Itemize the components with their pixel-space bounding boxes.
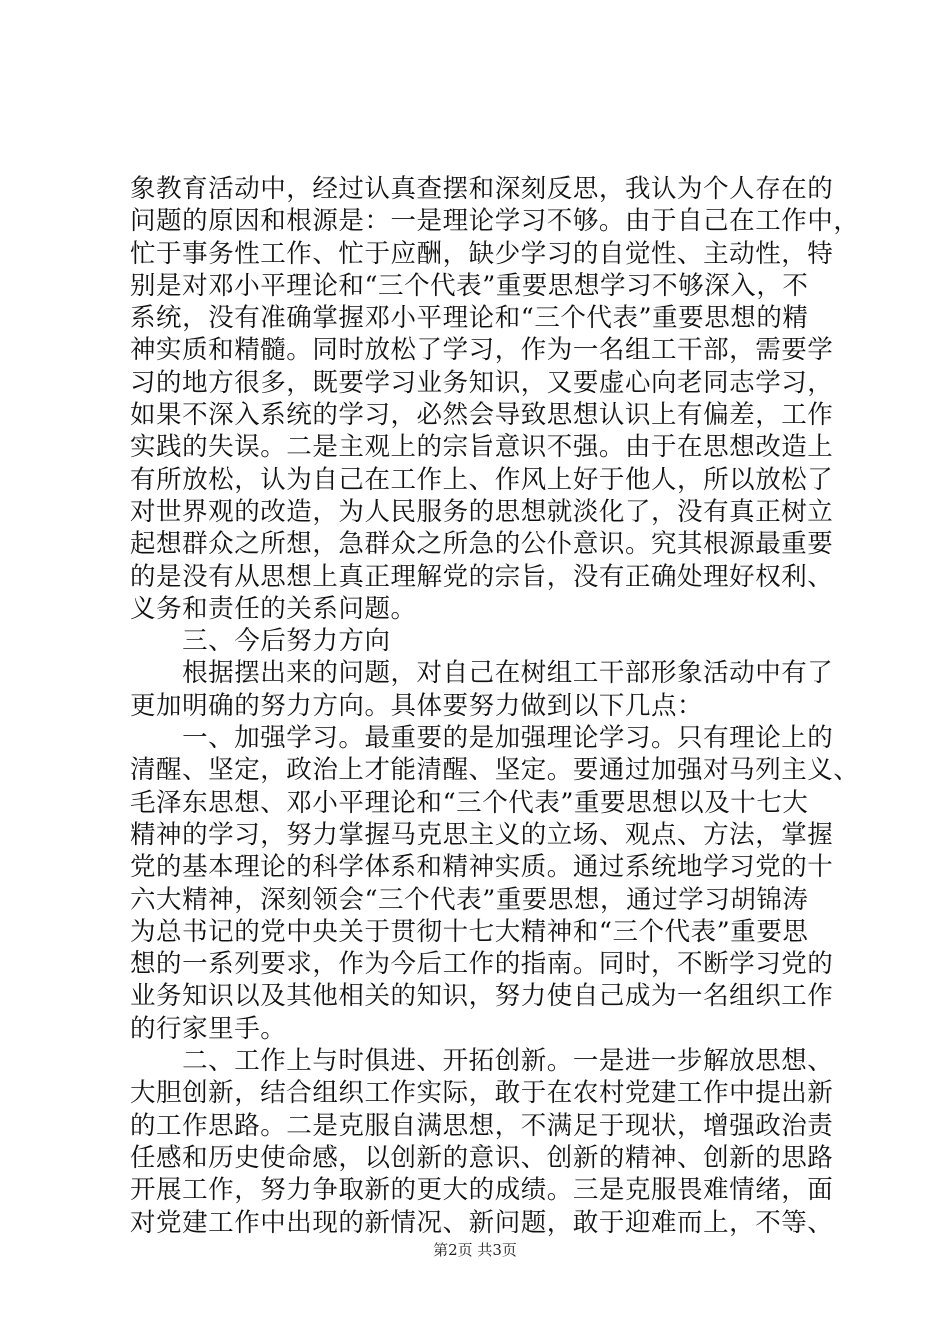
text-line: 问题的原因和根源是：一是理论学习不够。由于自己在工作中， <box>130 206 860 237</box>
text-line: 神实质和精髓。同时放松了学习，作为一名组工干部，需要学 <box>130 335 834 366</box>
text-line: 党的基本理论的科学体系和精神实质。通过系统地学习党的十 <box>130 852 834 883</box>
text-line: 系统，没有准确掌握邓小平理论和“三个代表”重要思想的精 <box>130 303 809 334</box>
text-line: 的是没有从思想上真正理解党的宗旨，没有正确处理好权利、 <box>130 561 834 592</box>
text-line: 义务和责任的关系问题。 <box>130 593 417 624</box>
text-line: 二、工作上与时俱进、开拓创新。一是进一步解放思想、 <box>130 1046 834 1077</box>
text-line: 的工作思路。二是克服自满思想，不满足于现状，增强政治责 <box>130 1110 834 1141</box>
text-line: 三、今后努力方向 <box>130 626 391 657</box>
document-body <box>130 173 860 1239</box>
text-line: 实践的失误。二是主观上的宗旨意识不强。由于在思想改造上 <box>130 432 834 463</box>
text-line: 的行家里手。 <box>130 1013 287 1044</box>
text-line: 毛泽东思想、邓小平理论和“三个代表”重要思想以及十七大 <box>130 787 809 818</box>
text-line: 象教育活动中，经过认真查摆和深刻反思，我认为个人存在的 <box>130 174 834 204</box>
text-line: 业务知识以及其他相关的知识，努力使自己成为一名组织工作 <box>130 981 834 1012</box>
text-line: 开展工作，努力争取新的更大的成绩。三是克服畏难情绪，面 <box>130 1175 834 1206</box>
page-footer: 第2页 共3页 <box>433 1241 517 1259</box>
text-line: 习的地方很多，既要学习业务知识，又要虚心向老同志学习， <box>130 367 834 398</box>
text-line: 如果不深入系统的学习，必然会导致思想认识上有偏差，工作 <box>130 400 834 431</box>
text-line: 根据摆出来的问题，对自己在树组工干部形象活动中有了 <box>130 658 834 689</box>
text-line: 为总书记的党中央关于贯彻十七大精神和“三个代表”重要思 <box>130 916 809 947</box>
text-line: 更加明确的努力方向。具体要努力做到以下几点： <box>130 690 704 721</box>
text-line: 有所放松，认为自己在工作上、作风上好于他人，所以放松了 <box>130 464 834 495</box>
text-line: 六大精神，深刻领会“三个代表”重要思想，通过学习胡锦涛 <box>130 884 809 915</box>
text-line: 大胆创新，结合组织工作实际，敢于在农村党建工作中提出新 <box>130 1078 834 1109</box>
text-line: 想的一系列要求，作为今后工作的指南。同时，不断学习党的 <box>130 949 834 980</box>
text-line: 对世界观的改造，为人民服务的思想就淡化了，没有真正树立 <box>130 496 834 527</box>
text-line: 精神的学习，努力掌握马克思主义的立场、观点、方法，掌握 <box>130 819 834 850</box>
text-line: 对党建工作中出现的新情况、新问题，敢于迎难而上，不等、 <box>130 1207 834 1238</box>
text-line: 忙于事务性工作、忙于应酬，缺少学习的自觉性、主动性，特 <box>130 238 834 269</box>
text-line: 别是对邓小平理论和“三个代表”重要思想学习不够深入，不 <box>130 270 809 301</box>
text-line: 任感和历史使命感，以创新的意识、创新的精神、创新的思路 <box>130 1142 834 1173</box>
text-line: 清醒、坚定，政治上才能清醒、坚定。要通过加强对马列主义、 <box>130 755 860 786</box>
text-line: 一、加强学习。最重要的是加强理论学习。只有理论上的 <box>130 723 834 754</box>
text-line: 起想群众之所想，急群众之所急的公仆意识。究其根源最重要 <box>130 529 834 560</box>
